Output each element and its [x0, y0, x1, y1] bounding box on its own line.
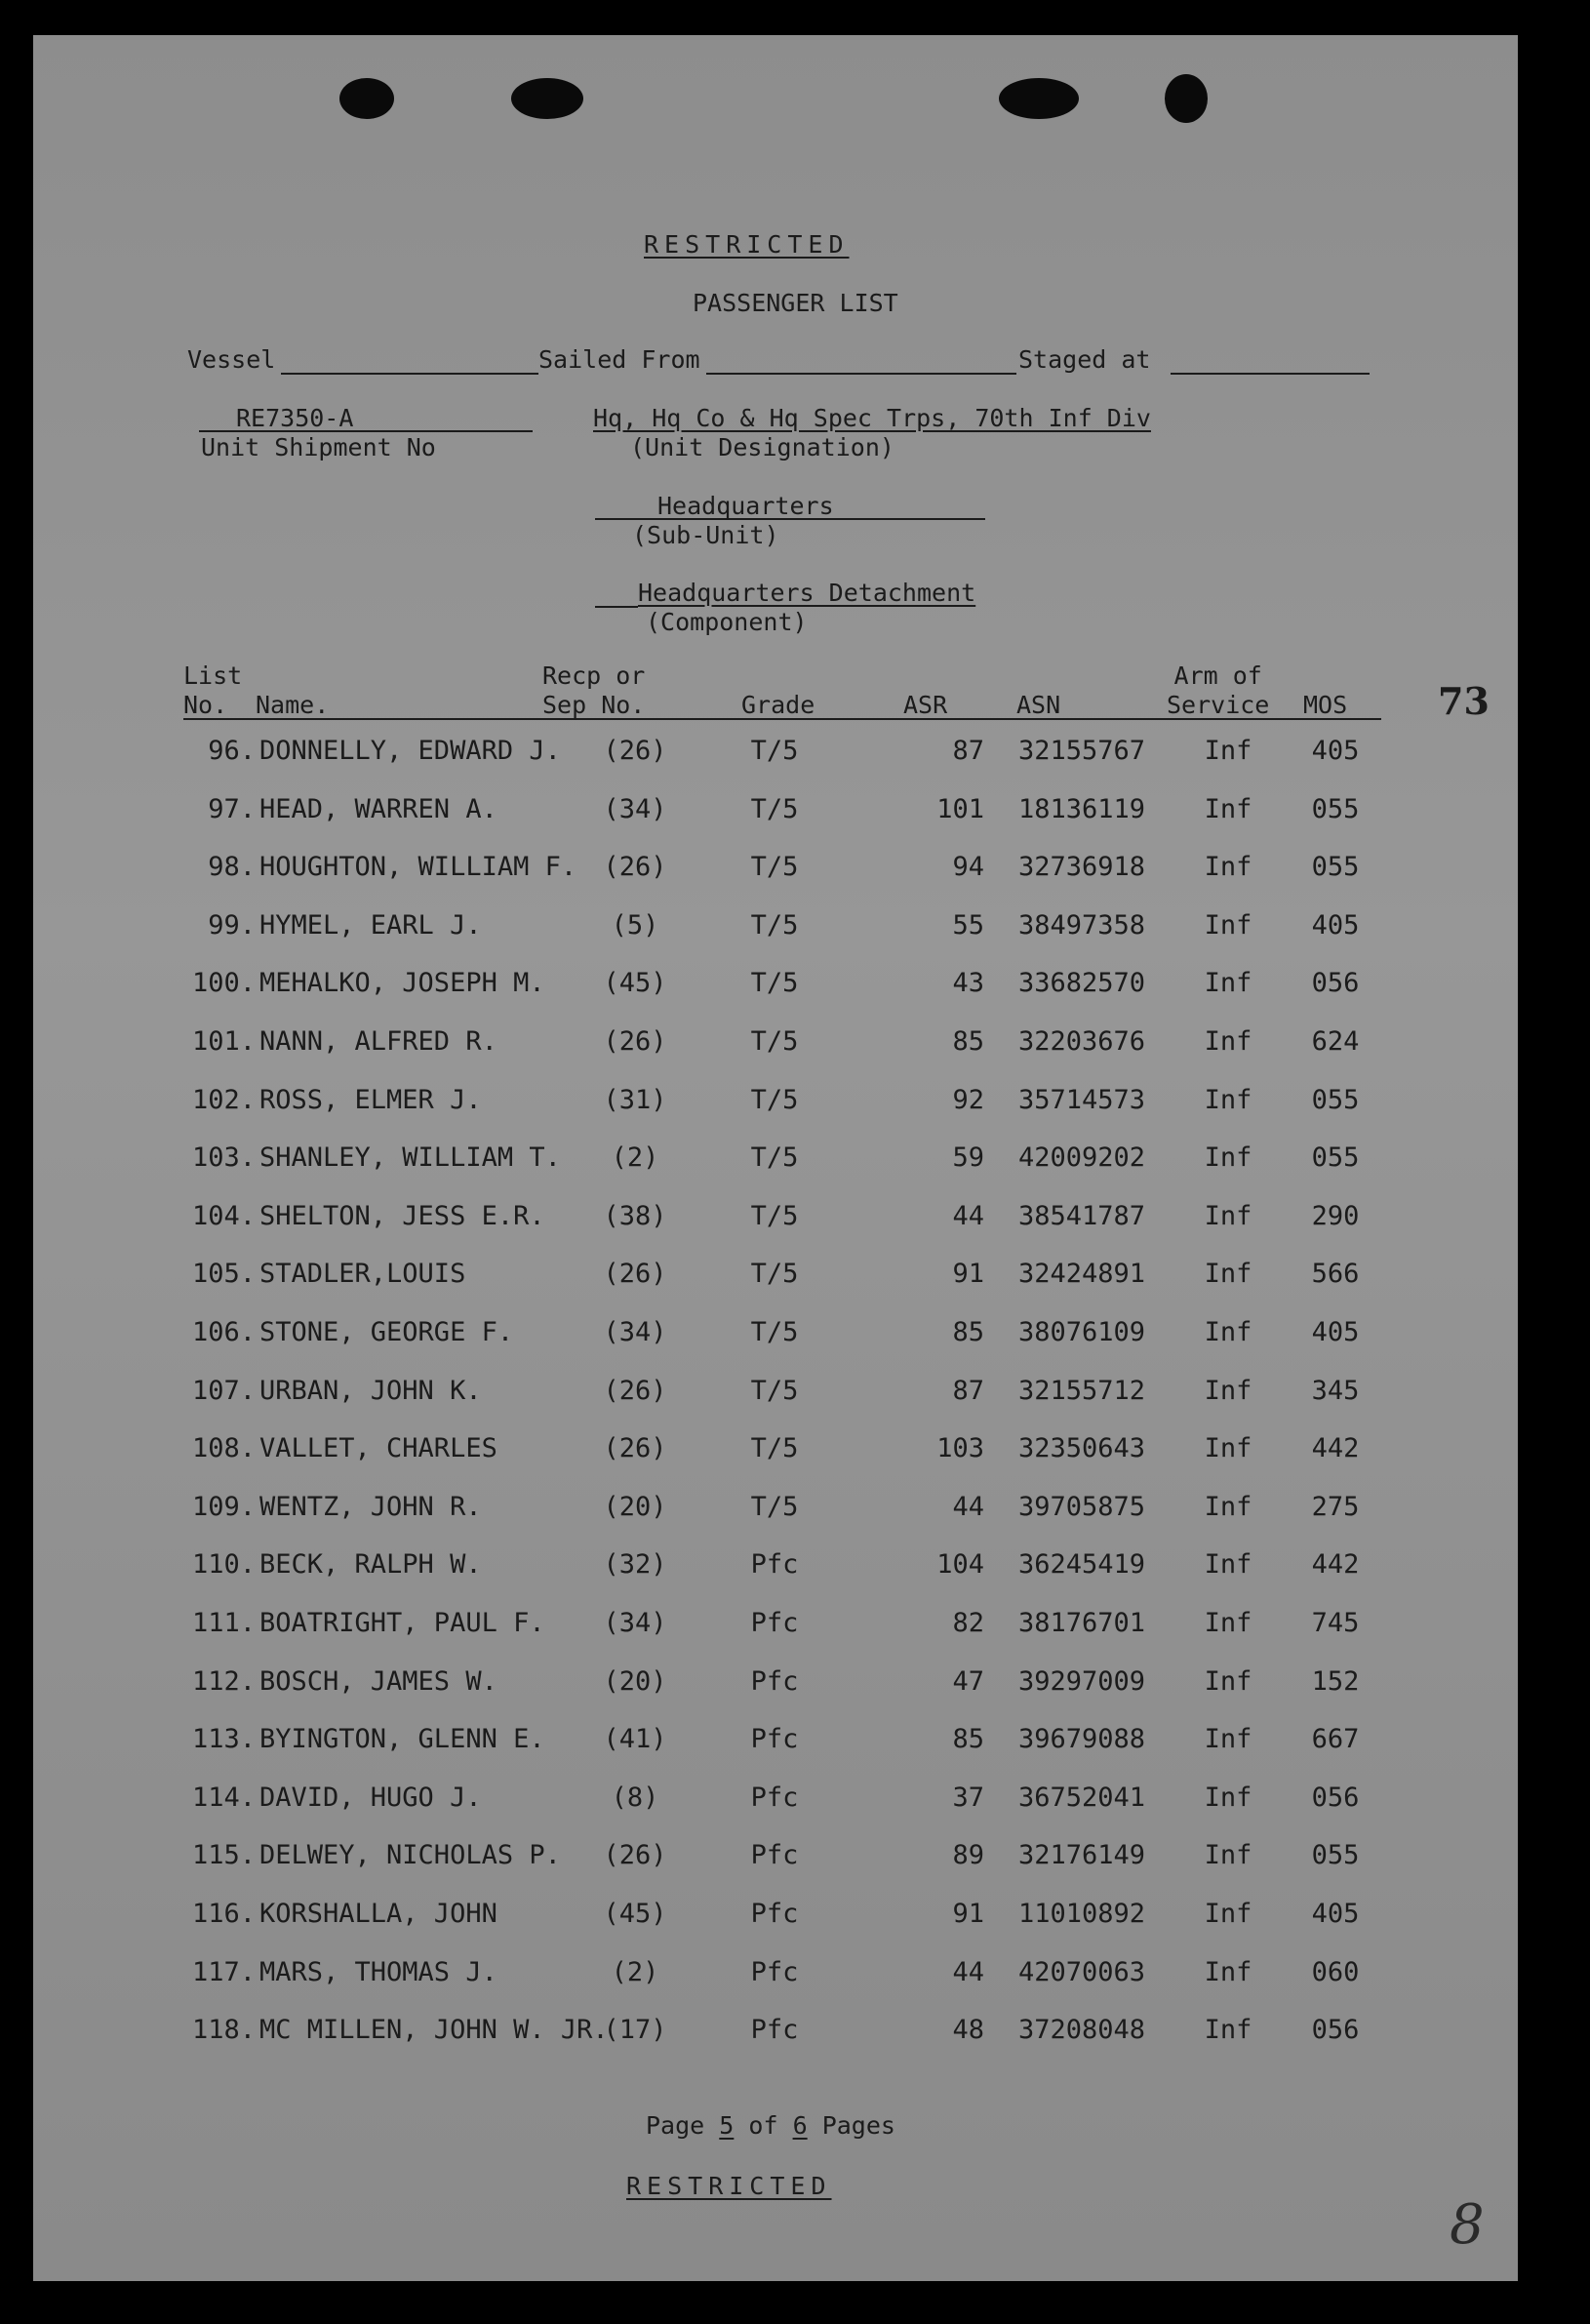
row-arm-of-service: Inf	[1204, 1433, 1252, 1463]
row-arm-of-service: Inf	[1204, 1724, 1252, 1754]
row-arm-of-service: Inf	[1204, 968, 1252, 998]
row-arm-of-service: Inf	[1204, 1549, 1252, 1580]
row-list-no: 103.	[191, 1142, 256, 1173]
vessel-label: Vessel	[187, 345, 276, 374]
staged-at-blank	[1171, 373, 1370, 375]
page-label: Page	[646, 2111, 705, 2140]
row-grade: T/5	[750, 1026, 799, 1057]
unit-shipment-blank	[199, 430, 533, 432]
row-arm-of-service: Inf	[1204, 794, 1252, 824]
row-name: MARS, THOMAS J.	[259, 1957, 497, 1987]
table-row	[33, 1899, 1518, 1938]
row-grade: Pfc	[750, 1666, 799, 1697]
row-grade: T/5	[750, 1201, 799, 1231]
row-list-no: 110.	[191, 1549, 256, 1580]
unit-shipment-caption: Unit Shipment No	[201, 433, 436, 461]
row-name: BYINGTON, GLENN E.	[259, 1724, 545, 1754]
row-asr: 89	[952, 1840, 984, 1870]
row-asr: 55	[952, 910, 984, 941]
row-recp-sep-no: (2)	[611, 1142, 659, 1173]
row-arm-of-service: Inf	[1204, 1026, 1252, 1057]
staged-at-label: Staged at	[1018, 345, 1151, 374]
row-grade: T/5	[750, 1259, 799, 1289]
row-name: BOSCH, JAMES W.	[259, 1666, 497, 1697]
row-name: BECK, RALPH W.	[259, 1549, 482, 1580]
row-asn: 11010892	[1018, 1899, 1146, 1929]
row-asn: 42009202	[1018, 1142, 1146, 1173]
header-arm-line2: Service	[1167, 691, 1270, 719]
row-mos: 345	[1311, 1376, 1360, 1406]
row-grade: T/5	[750, 1376, 799, 1406]
row-asr: 47	[952, 1666, 984, 1697]
row-list-no: 96.	[208, 736, 256, 766]
sailed-from-label: Sailed From	[538, 345, 700, 374]
row-recp-sep-no: (2)	[611, 1957, 659, 1987]
row-mos: 667	[1311, 1724, 1360, 1754]
row-mos: 056	[1311, 1783, 1360, 1813]
row-name: VALLET, CHARLES	[259, 1433, 497, 1463]
row-recp-sep-no: (31)	[603, 1085, 667, 1115]
row-arm-of-service: Inf	[1204, 1142, 1252, 1173]
row-list-no: 113.	[191, 1724, 256, 1754]
row-asr: 104	[936, 1549, 984, 1580]
row-list-no: 100.	[191, 968, 256, 998]
sub-unit-blank	[595, 518, 985, 520]
row-asn: 32176149	[1018, 1840, 1146, 1870]
table-row	[33, 910, 1518, 949]
row-asn: 38176701	[1018, 1608, 1146, 1638]
row-grade: T/5	[750, 1317, 799, 1347]
row-asn: 18136119	[1018, 794, 1146, 824]
vessel-blank	[281, 373, 538, 375]
row-recp-sep-no: (5)	[611, 910, 659, 941]
row-recp-sep-no: (26)	[603, 1259, 667, 1289]
row-arm-of-service: Inf	[1204, 1957, 1252, 1987]
row-arm-of-service: Inf	[1204, 736, 1252, 766]
table-row	[33, 1492, 1518, 1531]
unit-shipment-no: RE7350-A	[236, 404, 354, 432]
row-recp-sep-no: (26)	[603, 1026, 667, 1057]
punch-hole-1	[339, 78, 394, 119]
row-arm-of-service: Inf	[1204, 1492, 1252, 1522]
component: Headquarters Detachment	[638, 579, 976, 607]
component-caption: (Component)	[646, 608, 808, 636]
table-row	[33, 794, 1518, 833]
row-grade: T/5	[750, 736, 799, 766]
header-arm-of-service	[1167, 661, 1269, 720]
row-name: STONE, GEORGE F.	[259, 1317, 514, 1347]
row-asn: 42070063	[1018, 1957, 1146, 1987]
row-name: NANN, ALFRED R.	[259, 1026, 497, 1057]
row-name: DELWEY, NICHOLAS P.	[259, 1840, 561, 1870]
row-asr: 48	[952, 2015, 984, 2045]
row-asr: 91	[952, 1899, 984, 1929]
row-mos: 055	[1311, 794, 1360, 824]
row-asn: 38076109	[1018, 1317, 1146, 1347]
row-name: ROSS, ELMER J.	[259, 1085, 482, 1115]
table-row	[33, 2015, 1518, 2054]
header-recp-line2: Sep No.	[542, 691, 646, 719]
row-list-no: 118.	[191, 2015, 256, 2045]
row-mos: 290	[1311, 1201, 1360, 1231]
row-list-no: 101.	[191, 1026, 256, 1057]
row-arm-of-service: Inf	[1204, 1201, 1252, 1231]
row-mos: 405	[1311, 910, 1360, 941]
row-asn: 32424891	[1018, 1259, 1146, 1289]
row-arm-of-service: Inf	[1204, 1376, 1252, 1406]
page-footer	[646, 2111, 895, 2140]
row-recp-sep-no: (45)	[603, 968, 667, 998]
row-recp-sep-no: (34)	[603, 1317, 667, 1347]
table-row	[33, 1433, 1518, 1472]
table-row	[33, 852, 1518, 891]
header-list-no	[183, 661, 242, 720]
row-mos: 055	[1311, 852, 1360, 882]
row-asn: 33682570	[1018, 968, 1146, 998]
row-grade: Pfc	[750, 1783, 799, 1813]
handwritten-mark: 8	[1450, 2193, 1485, 2257]
row-asr: 103	[936, 1433, 984, 1463]
row-recp-sep-no: (8)	[611, 1783, 659, 1813]
sub-unit: Headquarters	[657, 492, 834, 520]
row-asr: 37	[952, 1783, 984, 1813]
table-row	[33, 1957, 1518, 1996]
row-asn: 32155767	[1018, 736, 1146, 766]
row-grade: T/5	[750, 852, 799, 882]
unit-designation: Hq, Hq Co & Hq Spec Trps, 70th Inf Div	[593, 404, 1151, 432]
row-asn: 39679088	[1018, 1724, 1146, 1754]
table-row	[33, 1201, 1518, 1240]
row-asn: 36752041	[1018, 1783, 1146, 1813]
classification-bottom: RESTRICTED	[626, 2172, 832, 2200]
row-arm-of-service: Inf	[1204, 1840, 1252, 1870]
table-row	[33, 1840, 1518, 1879]
row-asr: 82	[952, 1608, 984, 1638]
row-asr: 87	[952, 736, 984, 766]
row-list-no: 112.	[191, 1666, 256, 1697]
header-recp-sep	[542, 661, 645, 720]
row-mos: 624	[1311, 1026, 1360, 1057]
table-row	[33, 1783, 1518, 1822]
table-row	[33, 1724, 1518, 1763]
row-mos: 745	[1311, 1608, 1360, 1638]
row-asn: 32736918	[1018, 852, 1146, 882]
sub-unit-caption: (Sub-Unit)	[632, 521, 779, 549]
component-blank-lead	[595, 606, 638, 608]
row-recp-sep-no: (17)	[603, 2015, 667, 2045]
pages-label: Pages	[821, 2111, 895, 2140]
row-name: HOUGHTON, WILLIAM F.	[259, 852, 577, 882]
row-name: STADLER,LOUIS	[259, 1259, 466, 1289]
table-row	[33, 1317, 1518, 1356]
row-recp-sep-no: (20)	[603, 1666, 667, 1697]
table-row	[33, 1608, 1518, 1647]
row-name: DONNELLY, EDWARD J.	[259, 736, 561, 766]
row-mos: 060	[1311, 1957, 1360, 1987]
row-arm-of-service: Inf	[1204, 852, 1252, 882]
classification-top: RESTRICTED	[644, 230, 850, 259]
unit-designation-caption: (Unit Designation)	[630, 433, 894, 461]
row-arm-of-service: Inf	[1204, 1608, 1252, 1638]
table-row	[33, 968, 1518, 1007]
row-asn: 38497358	[1018, 910, 1146, 941]
row-list-no: 109.	[191, 1492, 256, 1522]
row-mos: 055	[1311, 1142, 1360, 1173]
row-name: DAVID, HUGO J.	[259, 1783, 482, 1813]
header-asr: ASR	[903, 691, 948, 719]
row-list-no: 106.	[191, 1317, 256, 1347]
row-arm-of-service: Inf	[1204, 1666, 1252, 1697]
header-mos: MOS	[1303, 691, 1348, 719]
row-asn: 39705875	[1018, 1492, 1146, 1522]
row-list-no: 99.	[208, 910, 256, 941]
row-grade: Pfc	[750, 1957, 799, 1987]
row-mos: 275	[1311, 1492, 1360, 1522]
row-recp-sep-no: (45)	[603, 1899, 667, 1929]
row-grade: Pfc	[750, 1608, 799, 1638]
row-asn: 38541787	[1018, 1201, 1146, 1231]
row-recp-sep-no: (34)	[603, 794, 667, 824]
row-name: SHELTON, JESS E.R.	[259, 1201, 545, 1231]
row-asr: 59	[952, 1142, 984, 1173]
row-asr: 44	[952, 1201, 984, 1231]
row-asn: 32350643	[1018, 1433, 1146, 1463]
row-grade: Pfc	[750, 1724, 799, 1754]
header-list-no-line1: List	[183, 661, 243, 690]
row-grade: Pfc	[750, 1899, 799, 1929]
row-recp-sep-no: (32)	[603, 1549, 667, 1580]
header-arm-line1: Arm of	[1173, 661, 1262, 690]
row-name: HEAD, WARREN A.	[259, 794, 497, 824]
row-recp-sep-no: (34)	[603, 1608, 667, 1638]
row-grade: T/5	[750, 910, 799, 941]
row-asn: 37208048	[1018, 2015, 1146, 2045]
row-asr: 43	[952, 968, 984, 998]
row-recp-sep-no: (38)	[603, 1201, 667, 1231]
row-mos: 152	[1311, 1666, 1360, 1697]
row-recp-sep-no: (26)	[603, 852, 667, 882]
punch-hole-4	[1165, 74, 1208, 123]
row-name: BOATRIGHT, PAUL F.	[259, 1608, 545, 1638]
row-arm-of-service: Inf	[1204, 1899, 1252, 1929]
row-mos: 442	[1311, 1549, 1360, 1580]
row-recp-sep-no: (26)	[603, 1376, 667, 1406]
row-mos: 055	[1311, 1840, 1360, 1870]
punch-hole-2	[511, 78, 583, 119]
row-name: WENTZ, JOHN R.	[259, 1492, 482, 1522]
row-mos: 405	[1311, 1899, 1360, 1929]
row-asn: 35714573	[1018, 1085, 1146, 1115]
row-arm-of-service: Inf	[1204, 910, 1252, 941]
row-asr: 44	[952, 1957, 984, 1987]
row-asn: 39297009	[1018, 1666, 1146, 1697]
row-name: MEHALKO, JOSEPH M.	[259, 968, 545, 998]
row-list-no: 98.	[208, 852, 256, 882]
table-row	[33, 1142, 1518, 1182]
header-list-no-line2: No.	[183, 691, 228, 719]
row-asn: 36245419	[1018, 1549, 1146, 1580]
row-mos: 566	[1311, 1259, 1360, 1289]
row-name: SHANLEY, WILLIAM T.	[259, 1142, 561, 1173]
table-row	[33, 1376, 1518, 1415]
row-list-no: 115.	[191, 1840, 256, 1870]
row-arm-of-service: Inf	[1204, 1085, 1252, 1115]
row-list-no: 104.	[191, 1201, 256, 1231]
row-mos: 055	[1311, 1085, 1360, 1115]
row-recp-sep-no: (26)	[603, 1433, 667, 1463]
row-asr: 91	[952, 1259, 984, 1289]
document-title: PASSENGER LIST	[693, 289, 898, 317]
document-page	[33, 35, 1518, 2281]
row-grade: Pfc	[750, 1840, 799, 1870]
row-recp-sep-no: (26)	[603, 1840, 667, 1870]
row-mos: 442	[1311, 1433, 1360, 1463]
row-asr: 85	[952, 1026, 984, 1057]
sailed-from-blank	[706, 373, 1016, 375]
row-asr: 94	[952, 852, 984, 882]
row-name: KORSHALLA, JOHN	[259, 1899, 497, 1929]
row-asn: 32155712	[1018, 1376, 1146, 1406]
row-arm-of-service: Inf	[1204, 1259, 1252, 1289]
header-asn: ASN	[1016, 691, 1061, 719]
row-list-no: 102.	[191, 1085, 256, 1115]
row-grade: Pfc	[750, 1549, 799, 1580]
row-list-no: 116.	[191, 1899, 256, 1929]
row-recp-sep-no: (26)	[603, 736, 667, 766]
table-row	[33, 736, 1518, 775]
page-annotation-number: 73	[1438, 679, 1490, 723]
row-list-no: 111.	[191, 1608, 256, 1638]
row-grade: T/5	[750, 794, 799, 824]
row-asr: 101	[936, 794, 984, 824]
row-mos: 056	[1311, 968, 1360, 998]
header-name: Name.	[256, 691, 330, 719]
row-name: HYMEL, EARL J.	[259, 910, 482, 941]
row-grade: T/5	[750, 1433, 799, 1463]
row-mos: 405	[1311, 1317, 1360, 1347]
row-name: URBAN, JOHN K.	[259, 1376, 482, 1406]
row-list-no: 114.	[191, 1783, 256, 1813]
row-recp-sep-no: (20)	[603, 1492, 667, 1522]
row-asr: 87	[952, 1376, 984, 1406]
row-asn: 32203676	[1018, 1026, 1146, 1057]
row-mos: 405	[1311, 736, 1360, 766]
table-row	[33, 1666, 1518, 1705]
row-grade: T/5	[750, 1142, 799, 1173]
row-grade: T/5	[750, 968, 799, 998]
row-mos: 056	[1311, 2015, 1360, 2045]
table-row	[33, 1085, 1518, 1124]
header-recp-line1: Recp or	[542, 661, 646, 690]
row-list-no: 105.	[191, 1259, 256, 1289]
row-name: MC MILLEN, JOHN W. JR.	[259, 2015, 609, 2045]
page-number: 5	[719, 2111, 735, 2140]
table-row	[33, 1549, 1518, 1588]
row-asr: 85	[952, 1317, 984, 1347]
row-list-no: 107.	[191, 1376, 256, 1406]
row-list-no: 97.	[208, 794, 256, 824]
punch-hole-3	[999, 78, 1079, 119]
row-list-no: 108.	[191, 1433, 256, 1463]
row-list-no: 117.	[191, 1957, 256, 1987]
row-grade: Pfc	[750, 2015, 799, 2045]
total-pages: 6	[792, 2111, 808, 2140]
row-asr: 85	[952, 1724, 984, 1754]
table-row	[33, 1259, 1518, 1298]
of-label: of	[748, 2111, 778, 2140]
row-asr: 44	[952, 1492, 984, 1522]
row-arm-of-service: Inf	[1204, 1317, 1252, 1347]
table-row	[33, 1026, 1518, 1065]
header-grade: Grade	[741, 691, 815, 719]
row-recp-sep-no: (41)	[603, 1724, 667, 1754]
row-grade: T/5	[750, 1085, 799, 1115]
row-arm-of-service: Inf	[1204, 2015, 1252, 2045]
row-grade: T/5	[750, 1492, 799, 1522]
row-arm-of-service: Inf	[1204, 1783, 1252, 1813]
header-rule	[183, 718, 1381, 720]
row-asr: 92	[952, 1085, 984, 1115]
